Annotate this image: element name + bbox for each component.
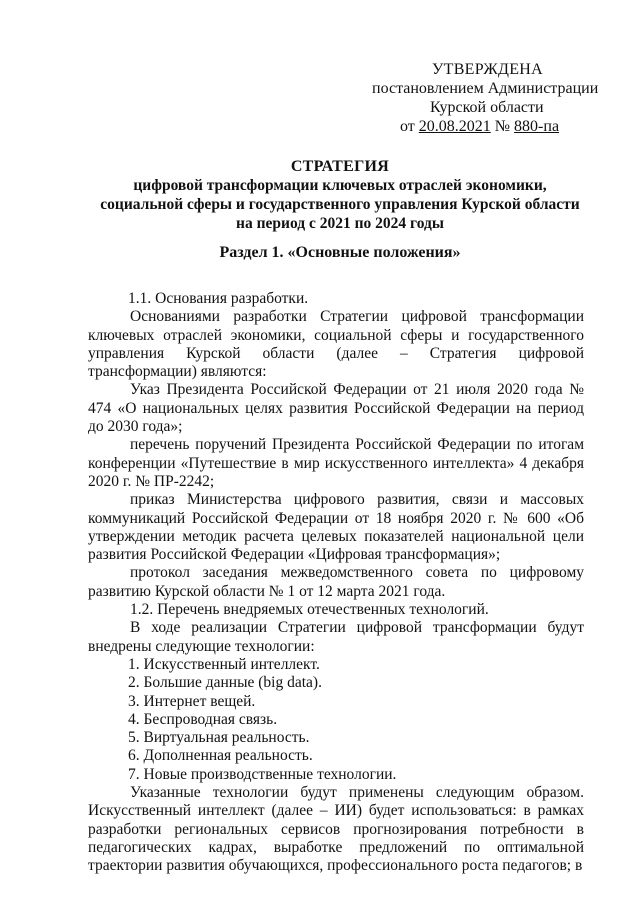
document-body [88, 290, 584, 876]
list-item: 7. Новые производственные технологии. [128, 765, 397, 783]
section-title: Раздел 1. «Основные положения» [219, 244, 461, 261]
list-item: 1. Искусственный интеллект. [128, 655, 320, 673]
approval-number: 880-па [514, 118, 560, 135]
list-item: 4. Беспроводная связь. [128, 710, 278, 728]
list-item: 3. Интернет вещей. [128, 692, 256, 710]
approval-title: УТВЕРЖДЕНА [432, 61, 544, 78]
heading-line-3: на период с 2021 по 2024 годы [236, 215, 444, 232]
list-item: 5. Виртуальная реальность. [128, 729, 310, 747]
approval-from: от [400, 118, 415, 135]
paragraph-instructions: перечень поручений Президента Российской Федерации по итогам конференции «Путешествие в мир искусственного интеллекта» 4 декабря 2020 г. № ПР-2242; [88, 436, 584, 490]
approval-decree: постановлением Администрации [372, 80, 599, 97]
paragraph-technologies-intro: В ходе реализации Стратегии цифровой трансформации будут внедрены следующие технологии: [88, 619, 584, 655]
paragraph-application: Указанные технологии будут применены следующим образом. Искусственный интеллект (далее – ИИ) будет использоваться: в рамках разработки региональных сервисов прогнозирования потребности в педагогических кадрах, выработке предложений по оптимальной траектории развития обучающихся, профессионального роста педагогов; в [88, 784, 584, 875]
paragraph-order: приказ Министерства цифрового развития, связи и массовых коммуникаций Российской Федерации от 18 ноября 2020 г. № 600 «Об утверждении методик расчета целевых показателей национальной цели развития Российской Федерации «Цифровая трансформация»; [88, 491, 584, 564]
paragraph-decree: Указ Президента Российской Федерации от 21 июля 2020 года № 474 «О национальных целях развития Российской Федерации на период до 2030 года»; [88, 381, 584, 436]
approval-date-line [372, 117, 622, 136]
approval-region: Курской области [430, 99, 544, 116]
paragraph-1-1: 1.1. Основания разработки. [128, 290, 309, 307]
approval-number-sign: № [494, 118, 511, 135]
document-heading [90, 157, 590, 233]
approval-stamp [372, 60, 622, 136]
heading-line-2: социальной сферы и государственного управления Курской области [100, 196, 580, 213]
list-item: 6. Дополненная реальность. [128, 747, 313, 765]
heading-line-1: цифровой трансформации ключевых отраслей экономики, [133, 177, 547, 194]
document-title: СТРАТЕГИЯ [290, 158, 390, 175]
approval-date: 20.08.2021 [418, 118, 491, 135]
paragraph-protocol: протокол заседания межведомственного совета по цифровому развитию Курской области № 1 от 12 марта 2021 года. [88, 564, 584, 600]
list-item: 2. Большие данные (big data). [128, 674, 322, 692]
paragraph-1-2: 1.2. Перечень внедряемых отечественных технологий. [130, 601, 489, 619]
paragraph-grounds: Основаниями разработки Стратегии цифровой трансформации ключевых отраслей экономики, социальной сферы и государственного управления Курской области (далее – Стратегия цифровой трансформации) являются: [88, 308, 584, 381]
